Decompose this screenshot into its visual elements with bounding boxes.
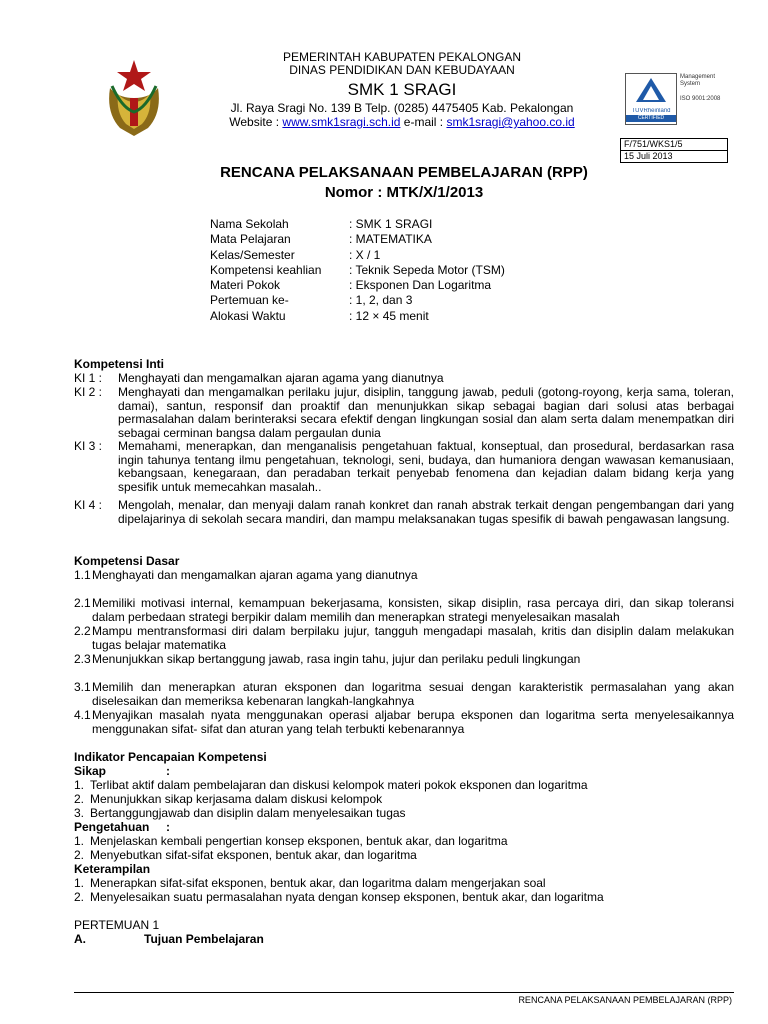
- cert-brand: TÜVRheinland: [631, 108, 671, 114]
- document-date: 15 Juli 2013: [621, 150, 727, 162]
- kompetensi-inti-heading: Kompetensi Inti: [74, 357, 165, 371]
- contact-line: [200, 116, 604, 129]
- identity-row: Nama Sekolah : SMK 1 SRAGI: [210, 217, 433, 231]
- kd-item: 4.1 Menyajikan masalah nyata menggunakan operasi aljabar berupa eksponen dan logaritma serta menyelesaikannya menggunakan sifat- sifat dan aturan yang telah terbukti kebenarannya: [74, 708, 734, 736]
- document-code: F/751/WKS1/5: [624, 139, 683, 149]
- website-label: Website :: [229, 115, 283, 129]
- section-title: Tujuan Pembelajaran: [144, 932, 264, 946]
- school-name: SMK 1 SRAGI: [347, 80, 457, 99]
- header-line2: DINAS PENDIDIKAN DAN KEBUDAYAAN: [289, 63, 515, 77]
- section-label: A.: [74, 932, 86, 946]
- footer-text: RENCANA PELAKSANAAN PEMBELAJARAN (RPP): [518, 995, 732, 1005]
- document-title: RENCANA PELAKSANAAN PEMBELAJARAN (RPP): [220, 164, 588, 181]
- tuv-certification-badge: [625, 73, 677, 125]
- cert-management-text: Management System: [680, 74, 716, 87]
- indikator-item: 1. Terlibat aktif dalam pembelajaran dan diskusi kelompok materi pokok eksponen dan logaritma: [74, 778, 588, 792]
- indikator-item: 3. Bertanggungjawab dan disiplin dalam menyelesaikan tugas: [74, 806, 406, 820]
- identity-row: Pertemuan ke- : 1, 2, dan 3: [210, 293, 413, 308]
- email-label: e-mail :: [403, 115, 447, 129]
- cert-iso-text: ISO 9001:2008: [680, 96, 721, 102]
- ki-item: KI 4 : Mengolah, menalar, dan menyaji dalam ranah konkret dan ranah abstrak terkait dengan pengembangan dari yang dipelajarinya di sekolah secara mandiri, dan mampu melaksanakan tugas spesifik di bawah pengawasan langsung.: [74, 498, 734, 526]
- kd-item: 2.1 Memiliki motivasi internal, kemampuan bekerjasama, konsisten, sikap disiplin, rasa percaya diri, dan sikap toleransi dalam perbedaan strategi berpikir dalam memilih dan menerapkan strategi menyelesaikan masalah: [74, 596, 734, 624]
- document-code-box: [620, 138, 728, 163]
- indikator-heading: Indikator Pencapaian Kompetensi: [74, 750, 267, 764]
- identity-row: Alokasi Waktu : 12 × 45 menit: [210, 308, 429, 323]
- kd-item: 2.2 Mampu mentransformasi diri dalam berpilaku jujur, tangguh mengadapi masalah, kritis dan disiplin dalam melakukan tugas belajar matematika: [74, 624, 734, 652]
- identity-row: Kompetensi keahlian : Teknik Sepeda Motor (TSM): [210, 262, 505, 277]
- school-address: Jl. Raya Sragi No. 139 B Telp. (0285) 4475405 Kab. Pekalongan: [230, 101, 574, 115]
- sikap-heading: Sikap :: [74, 764, 170, 778]
- footer-divider: [74, 992, 734, 993]
- ki-item: KI 3 : Memahami, menerapkan, dan menganalisis pengetahuan faktual, konseptual, dan prosedural, berdasarkan rasa ingin tahunya tentang ilmu pengetahuan, teknologi, seni, budaya, dan humaniora dengan wawasan kemanusiaan, kebangsaan, kenegaraan, dan peradaban terkait penyebab fenomena dan kejadian dalam bidang kerja yang spesifik untuk memecahkan masalah..: [74, 439, 734, 494]
- indikator-item: 2. Menunjukkan sikap kerjasama dalam diskusi kelompok: [74, 792, 383, 806]
- ki-item: KI 1 : Menghayati dan mengamalkan ajaran agama yang dianutnya: [74, 371, 444, 385]
- kompetensi-dasar-heading: Kompetensi Dasar: [74, 554, 180, 568]
- identity-table: [0, 217, 768, 324]
- cert-certified: CERTIFIED: [626, 115, 676, 122]
- indikator-item: 2. Menyebutkan sifat-sifat eksponen, bentuk akar, dan logaritma: [74, 848, 417, 862]
- header-line1: PEMERINTAH KABUPATEN PEKALONGAN: [282, 50, 522, 64]
- indikator-item: 1. Menerapkan sifat-sifat eksponen, bentuk akar, dan logaritma dalam mengerjakan soal: [74, 876, 546, 890]
- identity-row: Kelas/Semester : X / 1: [210, 247, 381, 262]
- indikator-item: 1. Menjelaskan kembali pengertian konsep eksponen, bentuk akar, dan logaritma: [74, 834, 508, 848]
- email-link[interactable]: smk1sragi@yahoo.co.id: [446, 115, 575, 129]
- pengetahuan-heading: Pengetahuan :: [74, 820, 170, 834]
- identity-row: Mata Pelajaran : MATEMATIKA: [210, 232, 432, 247]
- keterampilan-heading: Keterampilan: [74, 862, 151, 876]
- kd-item: 2.3 Menunjukkan sikap bertanggung jawab, rasa ingin tahu, jujur dan perilaku peduli lingkungan: [74, 652, 581, 666]
- pertemuan-heading: PERTEMUAN 1: [74, 918, 160, 932]
- indikator-item: 2. Menyelesaikan suatu permasalahan nyata dengan konsep eksponen, bentuk akar, dan logaritma: [74, 890, 604, 904]
- kd-item: 1.1 Menghayati dan mengamalkan ajaran agama yang dianutnya: [74, 568, 418, 582]
- website-link[interactable]: www.smk1sragi.sch.id: [282, 115, 401, 129]
- document-number: Nomor : MTK/X/1/2013: [324, 184, 484, 201]
- identity-row: Materi Pokok : Eksponen Dan Logaritma: [210, 278, 492, 293]
- ki-item: KI 2 : Menghayati dan mengamalkan perilaku jujur, disiplin, tanggung jawab, peduli (gotong-royong, kerja sama, toleran, damai), santun, responsif dan proaktif dan menunjukkan sikap sebagai bagian dari solusi atas berbagai permasalahan dalam berinteraksi secara efektif dengan lingkungan sosial dan alam serta dalam menempatkan diri sebagai cerminan bangsa dalam pergaulan dunia: [74, 385, 734, 440]
- school-emblem-logo: [102, 58, 166, 138]
- kd-item: 3.1 Memilih dan menerapkan aturan eksponen dan logaritma sesuai dengan karakteristik permasalahan yang akan diselesaikan dan memeriksa kebenaran langkah-langkahnya: [74, 680, 734, 708]
